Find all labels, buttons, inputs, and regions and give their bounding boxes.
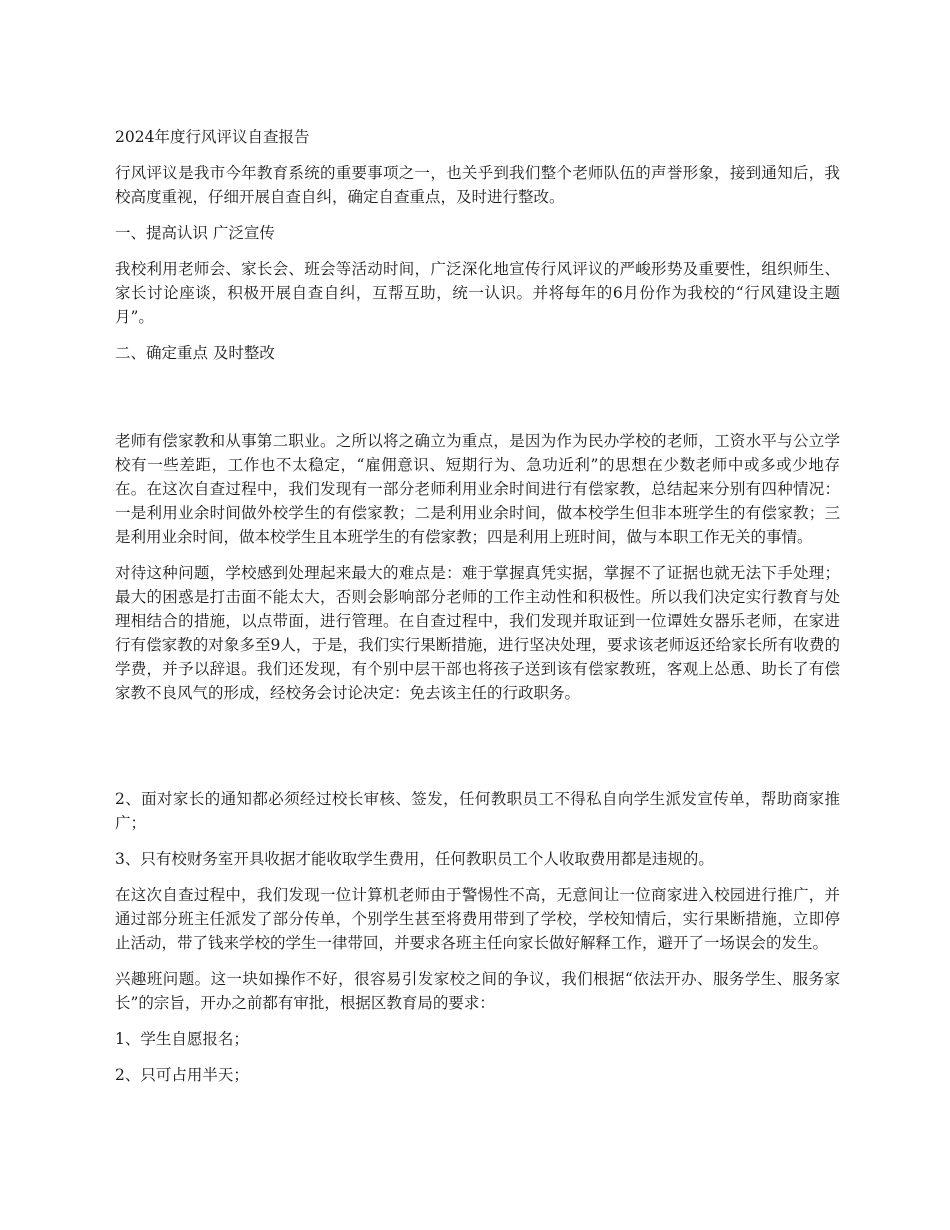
tutoring-paragraph: 老师有偿家教和从事第二职业。之所以将之确立为重点，是因为作为民办学校的老师，工资水平与公立学校有一些差距，工作也不太稳定，“雇佣意识、短期行为、急功近利”的思想在少数老师中或多或少地存在。在这次自查过程中，我们发现有一部分老师利用业余时间进行有偿家教，总结起来分别有四种情况：一是利用业余时间做外校学生的有偿家教；二是利用业余时间，做本校学生但非本班学生的有偿家教；三是利用业余时间，做本校学生且本班学生的有偿家教；四是利用上班时间，做与本职工作无关的事情。 [115,432,840,546]
requirement-item-2: 2、只可占用半天； [115,1066,249,1084]
requirement-item-1: 1、学生自愿报名； [115,1030,249,1048]
interest-class-paragraph: 兴趣班问题。这一块如操作不好，很容易引发家校之间的争议，我们根据“依法开办、服务学生、服务家长”的宗旨，开办之前都有审批，根据区教育局的要求： [115,970,840,1012]
list-item-3: 3、只有校财务室开具收据才能收取学生费用，任何教职员工个人收取费用都是违规的。 [115,850,714,868]
section-heading-2: 二、确定重点 及时整改 [115,344,275,362]
blank-gap [115,377,840,429]
blank-gap [115,717,840,787]
section1-paragraph: 我校利用老师会、家长会、班会等活动时间，广泛深化地宣传行风评议的严峻形势及重要性，组织师生、家长讨论座谈，积极开展自查自纠，互帮互助，统一认识。并将每年的6月份作为我校的“行风建设主题月”。 [115,260,840,326]
document-page [115,125,840,1099]
document-title: 2024年度行风评议自查报告 [115,128,310,146]
intro-paragraph: 行风评议是我市今年教育系统的重要事项之一，也关乎到我们整个老师队伍的声誉形象，接到通知后，我校高度重视，仔细开展自查自纠，确定自查重点，及时进行整改。 [115,164,840,206]
handling-paragraph: 对待这种问题，学校感到处理起来最大的难点是：难于掌握真凭实据，掌握不了证据也就无法下手处理；最大的困惑是打击面不能太大，否则会影响部分老师的工作主动性和积极性。所以我们决定实行教育与处理相结合的措施，以点带面，进行管理。在自查过程中，我们发现并取证到一位谭姓女器乐老师，在家进行有偿家教的对象多至9人，于是，我们实行果断措施，进行坚决处理，要求该老师返还给家长所有收费的学费，并予以辞退。我们还发现，有个别中层干部也将孩子送到该有偿家教班，客观上怂恿、助长了有偿家教不良风气的形成，经校务会讨论决定：免去该主任的行政职务。 [115,564,840,702]
list-item-2: 2、面对家长的通知都必须经过校长审核、签发，任何教职员工不得私自向学生派发宣传单，帮助商家推广； [115,790,840,832]
section-heading-1: 一、提高认识 广泛宣传 [115,224,275,242]
computer-teacher-paragraph: 在这次自查过程中，我们发现一位计算机老师由于警惕性不高，无意间让一位商家进入校园进行推广，并通过部分班主任派发了部分传单，个别学生甚至将费用带到了学校，学校知情后，实行果断措施，立即停止活动，带了钱来学校的学生一律带回，并要求各班主任向家长做好解释工作，避开了一场误会的发生。 [115,886,840,952]
